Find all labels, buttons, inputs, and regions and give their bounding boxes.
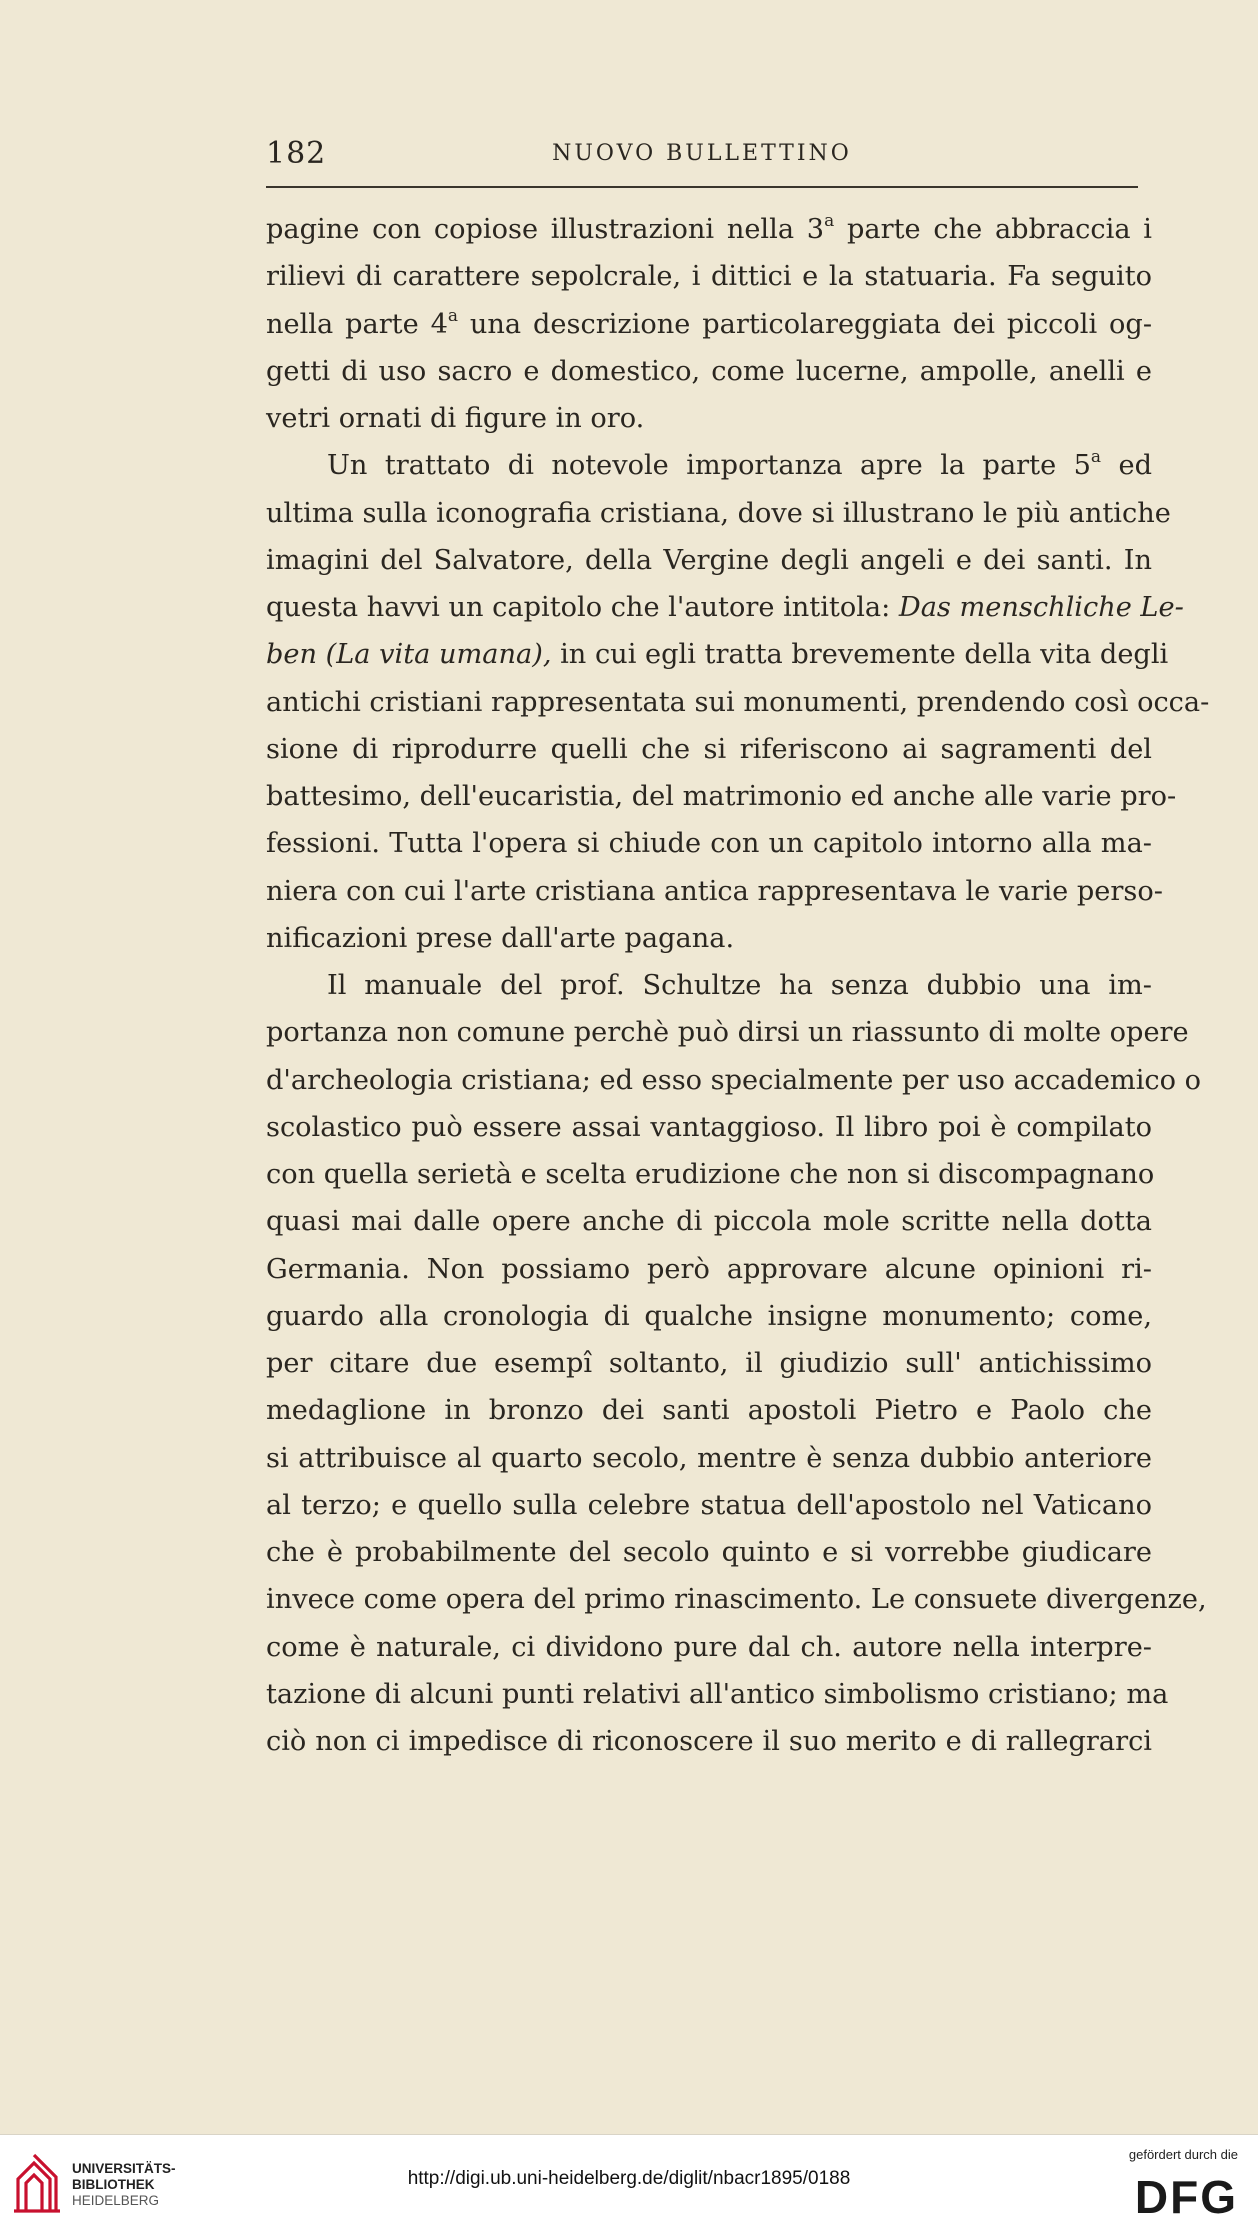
text-line: fessioni. Tutta l'opera si chiude con un capitolo intorno alla ma- — [266, 828, 1152, 860]
text-line: rilievi di carattere sepolcrale, i dittici e la statuaria. Fa seguito — [266, 261, 1152, 293]
library-name-line: BIBLIOTHEK — [72, 2177, 155, 2192]
page-number: 182 — [266, 136, 327, 171]
text-line: al terzo; e quello sulla celebre statua dell'apostolo nel Vaticano — [266, 1489, 1152, 1521]
text-line: ciò non ci impedisce di riconoscere il suo merito e di rallegrarci — [266, 1726, 1152, 1757]
text-line: imagini del Salvatore, della Vergine degli angeli e dei santi. In — [266, 544, 1152, 576]
permalink-url[interactable]: http://digi.ub.uni-heidelberg.de/diglit/nbacr1895/0188 — [407, 2168, 851, 2189]
footer-bar — [0, 2134, 1258, 2227]
text-line: portanza non comune perchè può dirsi un riassunto di molte opere — [266, 1017, 1189, 1049]
text-line: tazione di alcuni punti relativi all'antico simbolismo cristiano; ma — [266, 1678, 1169, 1710]
text-line: vetri ornati di figure in oro. — [266, 403, 645, 434]
text-line: niera con cui l'arte cristiana antica rappresentava le varie perso- — [266, 875, 1163, 907]
text-line: pagine con copiose illustrazioni nella 3$^a$ parte che abbraccia i — [266, 211, 1152, 245]
text-line: che è probabilmente del secolo quinto e si vorrebbe giudicare — [266, 1537, 1152, 1568]
body-text — [266, 206, 1210, 1765]
text-line: invece come opera del primo rinascimento. Le consuete divergenze, — [266, 1584, 1207, 1616]
text-line: antichi cristiani rappresentata sui monumenti, prendendo così occa- — [266, 686, 1210, 718]
text-line: nella parte 4$^a$ una descrizione particolareggiata dei piccoli og- — [266, 305, 1152, 340]
text-line: guardo alla cronologia di qualche insigne monumento; come, — [266, 1300, 1152, 1332]
italic-title: ben (La vita umana), — [266, 639, 552, 671]
text-line: ultima sulla iconografia cristiana, dove si illustrano le più antiche — [266, 497, 1171, 529]
text-line: d'archeologia cristiana; ed esso specialmente per uso accademico o — [266, 1064, 1202, 1096]
library-name-line: UNIVERSITÄTS- — [72, 2161, 176, 2176]
text-line: si attribuisce al quarto secolo, mentre è senza dubbio anteriore — [266, 1442, 1152, 1474]
text-line: sione di riprodurre quelli che si riferiscono ai sagramenti del — [266, 733, 1152, 765]
running-head — [266, 136, 1138, 180]
running-title: NUOVO BULLETTINO — [552, 141, 852, 166]
text-line: getti di uso sacro e domestico, come lucerne, ampolle, anelli e — [266, 355, 1152, 387]
text-line: Germania. Non possiamo però approvare alcune opinioni ri- — [266, 1253, 1152, 1285]
dfg-logo-icon — [1120, 2169, 1238, 2219]
text-line: per citare due esempî soltanto, il giudizio sull' antichissimo — [266, 1348, 1152, 1379]
library-name-line: HEIDELBERG — [72, 2193, 160, 2208]
text-line: scolastico può essere assai vantaggioso. Il libro poi è compilato — [266, 1111, 1152, 1143]
text-line: con quella serietà e scelta erudizione che non si discompagnano — [266, 1159, 1155, 1190]
text-line: questa havvi un capitolo che l'autore intitola: Das menschliche Le- — [266, 592, 1184, 623]
text-line: medaglione in bronzo dei santi apostoli Pietro e Paolo che — [266, 1395, 1152, 1427]
text-line: nificazioni prese dall'arte pagana. — [266, 922, 735, 954]
dfg-logo-text: DFG — [1134, 2171, 1238, 2219]
text-line: battesimo, dell'eucaristia, del matrimonio ed anche alle varie pro- — [266, 781, 1177, 812]
text-line: quasi mai dalle opere anche di piccola mole scritte nella dotta — [266, 1206, 1152, 1238]
text-line: Un trattato di notevole importanza apre la parte 5$^a$ ed — [327, 447, 1152, 482]
italic-title: Das menschliche Le- — [898, 592, 1184, 623]
header-rule — [266, 186, 1138, 188]
text-line: ben (La vita umana), in cui egli tratta brevemente della vita degli — [266, 639, 1169, 671]
text-line: come è naturale, ci dividono pure dal ch. autore nella interpre- — [266, 1631, 1152, 1663]
funded-by-label: gefördert durch die — [1128, 2147, 1238, 2162]
text-line: Il manuale del prof. Schultze ha senza dubbio una im- — [327, 970, 1152, 1001]
